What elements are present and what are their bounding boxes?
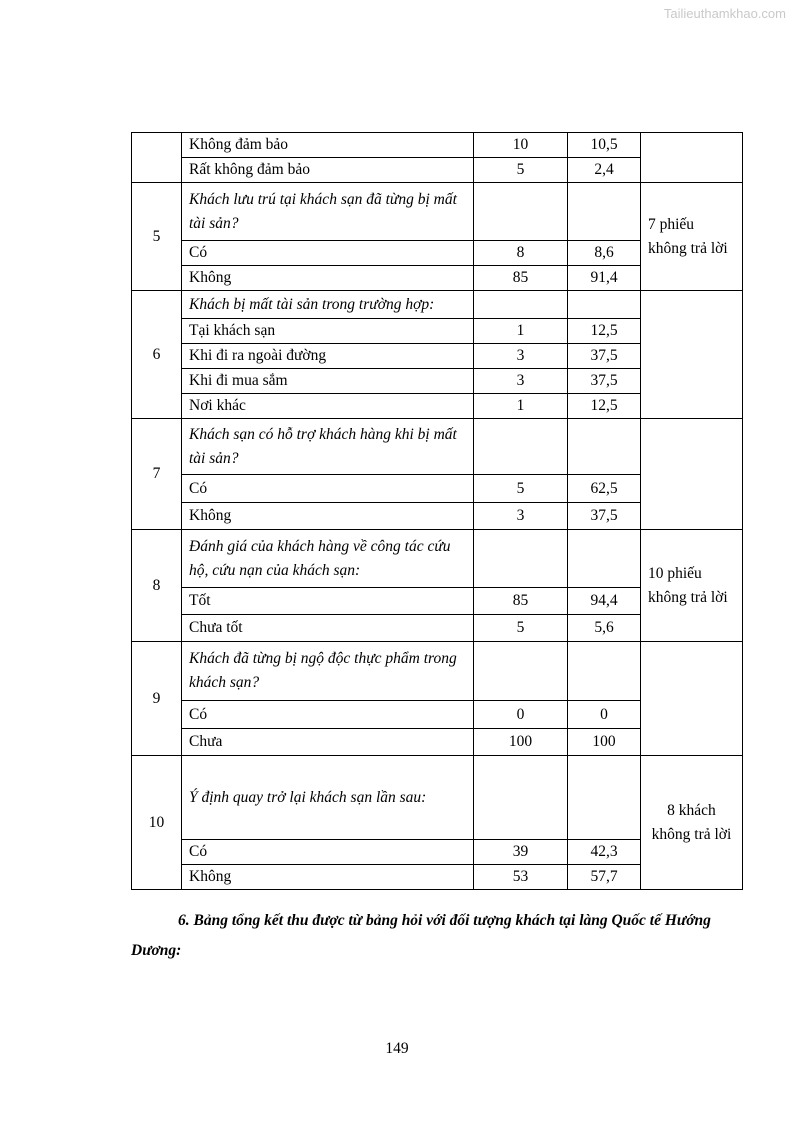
section-caption	[131, 906, 742, 966]
answer-count: 53	[474, 865, 568, 890]
answer-count	[474, 291, 568, 319]
answer-percent	[568, 642, 641, 701]
answer-percent	[568, 530, 641, 588]
question-text: Khách đã từng bị ngộ độc thực phẩm trong khách sạn?	[182, 642, 474, 701]
answer-label: Không	[182, 865, 474, 890]
answer-count: 8	[474, 241, 568, 266]
answer-count: 85	[474, 588, 568, 615]
answer-count: 39	[474, 840, 568, 865]
answer-percent: 42,3	[568, 840, 641, 865]
answer-label: Không	[182, 503, 474, 530]
answer-count: 1	[474, 319, 568, 344]
question-text: Khách sạn có hỗ trợ khách hàng khi bị mất tài sản?	[182, 419, 474, 475]
question-number: 8	[132, 530, 182, 642]
watermark: Tailieuthamkhao.com	[663, 6, 786, 21]
answer-label: Có	[182, 241, 474, 266]
answer-percent: 2,4	[568, 158, 641, 183]
answer-percent: 0	[568, 701, 641, 729]
note-cell: 10 phiếu không trả lời	[641, 530, 743, 642]
answer-label: Có	[182, 701, 474, 729]
answer-label: Rất không đảm bảo	[182, 158, 474, 183]
question-text: Khách bị mất tài sản trong trường hợp:	[182, 291, 474, 319]
answer-percent	[568, 756, 641, 840]
note-cell	[641, 133, 743, 183]
table-row	[132, 530, 743, 588]
answer-label: Tốt	[182, 588, 474, 615]
answer-count: 85	[474, 266, 568, 291]
answer-count: 5	[474, 615, 568, 642]
note-cell: 7 phiếu không trả lời	[641, 183, 743, 291]
answer-count	[474, 642, 568, 701]
page-number: 149	[385, 1040, 409, 1057]
note-cell	[641, 642, 743, 756]
question-number: 5	[132, 183, 182, 291]
table-row	[132, 642, 743, 701]
answer-percent: 12,5	[568, 319, 641, 344]
row-number-cell	[132, 133, 182, 183]
answer-label: Không đảm bảo	[182, 133, 474, 158]
question-number: 9	[132, 642, 182, 756]
answer-count: 100	[474, 729, 568, 756]
answer-label: Khi đi ra ngoài đường	[182, 344, 474, 369]
answer-count: 0	[474, 701, 568, 729]
table-row	[132, 183, 743, 241]
answer-percent: 10,5	[568, 133, 641, 158]
answer-percent: 37,5	[568, 344, 641, 369]
answer-count	[474, 419, 568, 475]
question-number: 7	[132, 419, 182, 530]
answer-count: 10	[474, 133, 568, 158]
answer-count: 3	[474, 503, 568, 530]
question-text: Khách lưu trú tại khách sạn đã từng bị mất tài sản?	[182, 183, 474, 241]
answer-count: 5	[474, 475, 568, 503]
answer-count	[474, 530, 568, 588]
answer-percent: 37,5	[568, 369, 641, 394]
answer-count	[474, 756, 568, 840]
answer-percent	[568, 419, 641, 475]
answer-count: 3	[474, 344, 568, 369]
answer-percent: 94,4	[568, 588, 641, 615]
answer-label: Chưa	[182, 729, 474, 756]
answer-percent: 37,5	[568, 503, 641, 530]
answer-label: Có	[182, 475, 474, 503]
caption-text: 6. Bảng tổng kết thu được từ bảng hỏi với đối tượng khách tại làng Quốc tế Hướng Dương:	[131, 912, 711, 959]
answer-percent: 5,6	[568, 615, 641, 642]
table-row	[132, 291, 743, 319]
note-cell	[641, 419, 743, 530]
answer-percent: 12,5	[568, 394, 641, 419]
answer-label: Khi đi mua sắm	[182, 369, 474, 394]
question-text: Đánh giá của khách hàng về công tác cứu hộ, cứu nạn của khách sạn:	[182, 530, 474, 588]
answer-label: Nơi khác	[182, 394, 474, 419]
answer-count: 5	[474, 158, 568, 183]
answer-percent: 57,7	[568, 865, 641, 890]
note-cell: 8 khách không trả lời	[641, 756, 743, 890]
answer-count: 1	[474, 394, 568, 419]
answer-label: Tại khách sạn	[182, 319, 474, 344]
answer-label: Không	[182, 266, 474, 291]
answer-label: Có	[182, 840, 474, 865]
question-number: 6	[132, 291, 182, 419]
answer-count	[474, 183, 568, 241]
note-cell	[641, 291, 743, 419]
survey-results-table	[131, 132, 743, 890]
answer-percent	[568, 183, 641, 241]
question-text: Ý định quay trở lại khách sạn lần sau:	[182, 756, 474, 840]
answer-label: Chưa tốt	[182, 615, 474, 642]
table-row	[132, 419, 743, 475]
table-row	[132, 133, 743, 158]
table-row	[132, 756, 743, 840]
answer-percent: 91,4	[568, 266, 641, 291]
question-number: 10	[132, 756, 182, 890]
answer-percent: 100	[568, 729, 641, 756]
answer-percent: 8,6	[568, 241, 641, 266]
answer-count: 3	[474, 369, 568, 394]
answer-percent: 62,5	[568, 475, 641, 503]
answer-percent	[568, 291, 641, 319]
